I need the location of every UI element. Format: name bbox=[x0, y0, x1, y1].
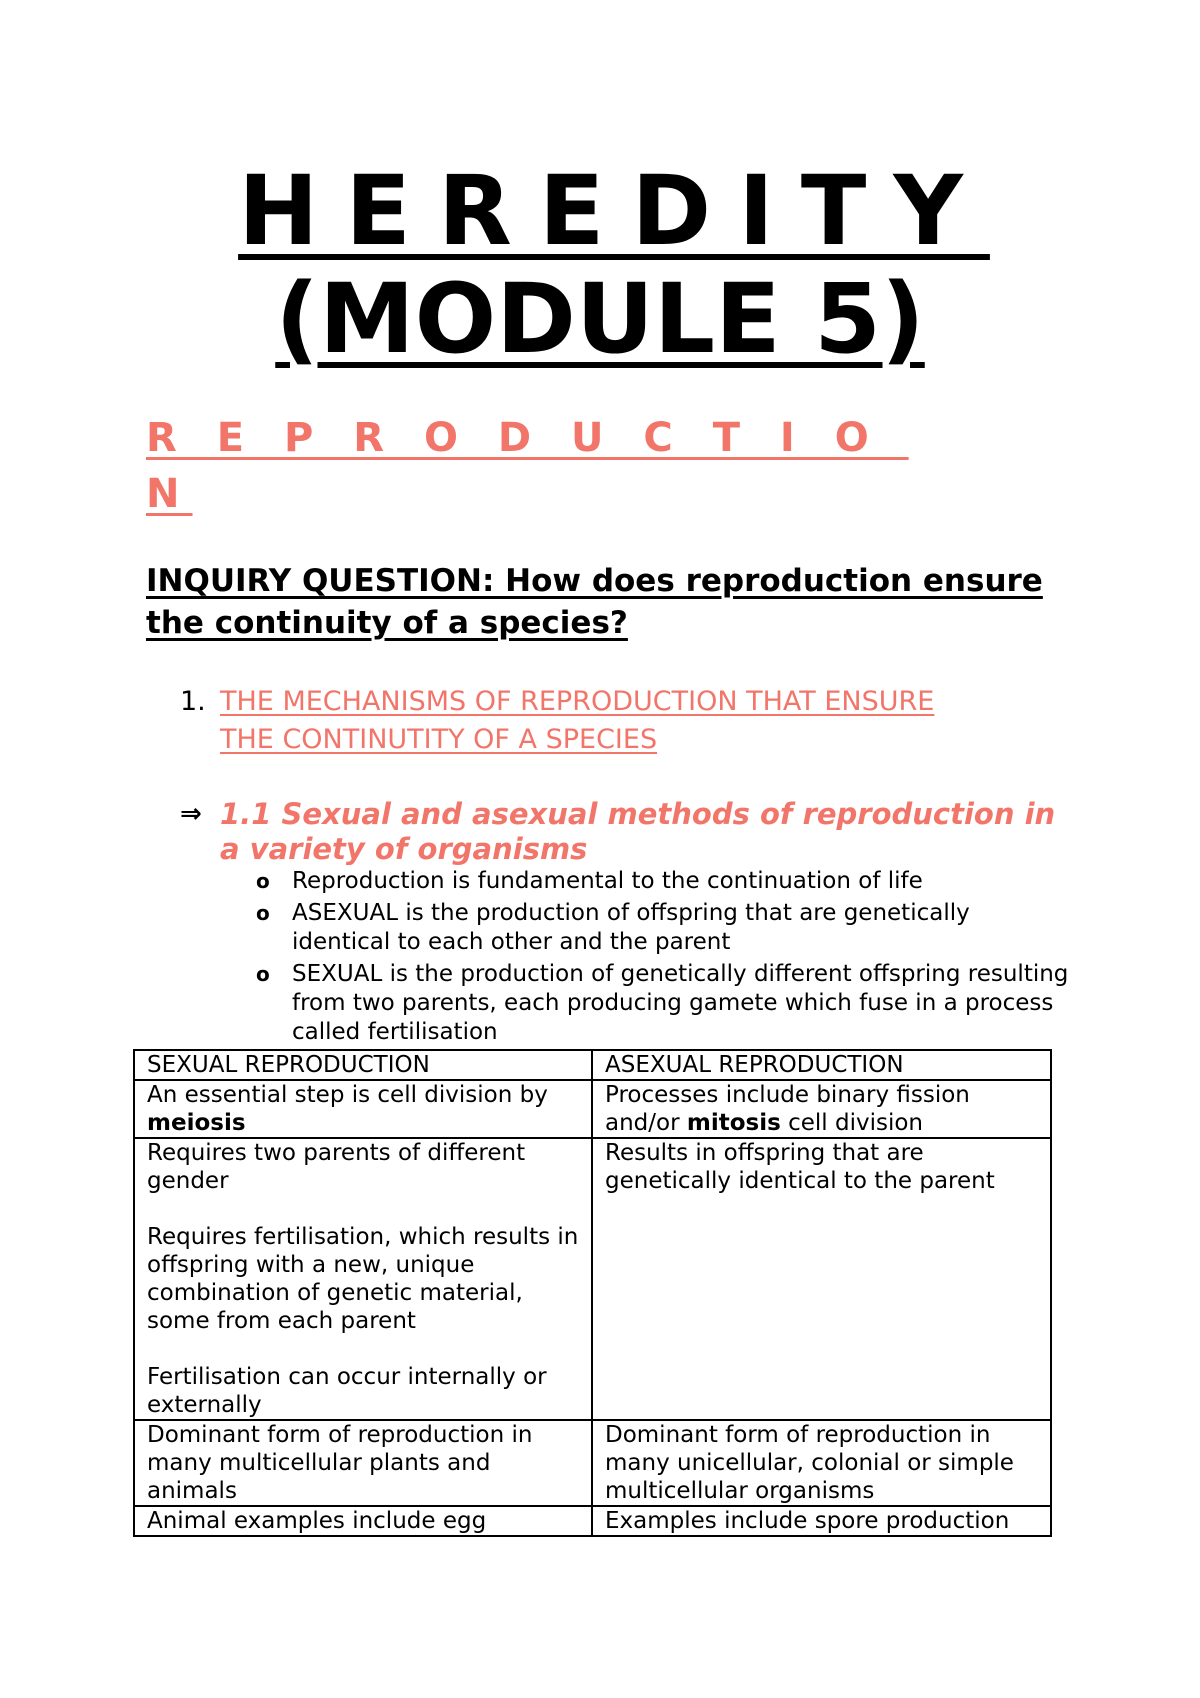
table-cell-sexual: Dominant form of reproduction in many multicellular plants and animals bbox=[134, 1420, 592, 1506]
section-heading-line-1: R E P R O D U C T I O bbox=[146, 415, 909, 461]
header-sexual: SEXUAL REPRODUCTION bbox=[134, 1050, 592, 1080]
table-header-row bbox=[134, 1050, 1051, 1080]
bullet-marker-icon: o bbox=[256, 901, 270, 925]
arrow-icon: ⇒ bbox=[180, 799, 202, 829]
list-number: 1. bbox=[180, 686, 206, 717]
table-cell-asexual: Examples include spore production bbox=[592, 1506, 1051, 1536]
section-heading-reproduction bbox=[146, 410, 909, 522]
title-heredity: HEREDITY bbox=[238, 155, 990, 267]
table-cell-sexual: An essential step is cell division by meiosis bbox=[134, 1080, 592, 1138]
sub-item-heading: 1.1 Sexual and asexual methods of reproduction in a variety of organisms bbox=[220, 797, 1056, 866]
bullet-item bbox=[254, 960, 1074, 1047]
title-module: (MODULE 5) bbox=[275, 263, 925, 375]
bold-term: meiosis bbox=[147, 1110, 246, 1136]
table-row bbox=[134, 1080, 1051, 1138]
table-cell-asexual: Results in offspring that are genetically identical to the parent bbox=[592, 1138, 1051, 1420]
bullet-text: ASEXUAL is the production of offspring that are genetically identical to each other and the parent bbox=[292, 900, 970, 955]
table-cell-asexual: Processes include binary fission and/or mitosis cell division bbox=[592, 1080, 1051, 1138]
inquiry-question: INQUIRY QUESTION: How does reproduction ensure the continuity of a species? bbox=[146, 563, 1043, 641]
bullet-item bbox=[254, 899, 1074, 957]
header-asexual: ASEXUAL REPRODUCTION bbox=[592, 1050, 1051, 1080]
bullet-item bbox=[254, 867, 1074, 896]
bullet-text: Reproduction is fundamental to the continuation of life bbox=[292, 868, 923, 894]
table-cell-sexual: Animal examples include egg bbox=[134, 1506, 592, 1536]
list-item-text: THE MECHANISMS OF REPRODUCTION THAT ENSURE THE CONTINUTITY OF A SPECIES bbox=[220, 686, 935, 755]
table-row bbox=[134, 1506, 1051, 1536]
table-row bbox=[134, 1138, 1051, 1420]
section-heading-line-2: N bbox=[146, 471, 193, 517]
bullet-text: SEXUAL is the production of genetically different offspring resulting from two parents, each producing gamete which fuse in a process called fertilisation bbox=[292, 961, 1069, 1045]
table-cell-asexual: Dominant form of reproduction in many unicellular, colonial or simple multicellular organisms bbox=[592, 1420, 1051, 1506]
comparison-table bbox=[133, 1049, 1052, 1537]
table-row bbox=[134, 1420, 1051, 1506]
bold-term: mitosis bbox=[686, 1110, 781, 1136]
bullet-list bbox=[254, 867, 1074, 1050]
bullet-marker-icon: o bbox=[256, 962, 270, 986]
bullet-marker-icon: o bbox=[256, 869, 270, 893]
table-cell-sexual: Requires two parents of different gender Requires fertilisation, which results in offspring with a new, unique combination of genetic material, some from each parent Fertilisation can occur internally or externally bbox=[134, 1138, 592, 1420]
